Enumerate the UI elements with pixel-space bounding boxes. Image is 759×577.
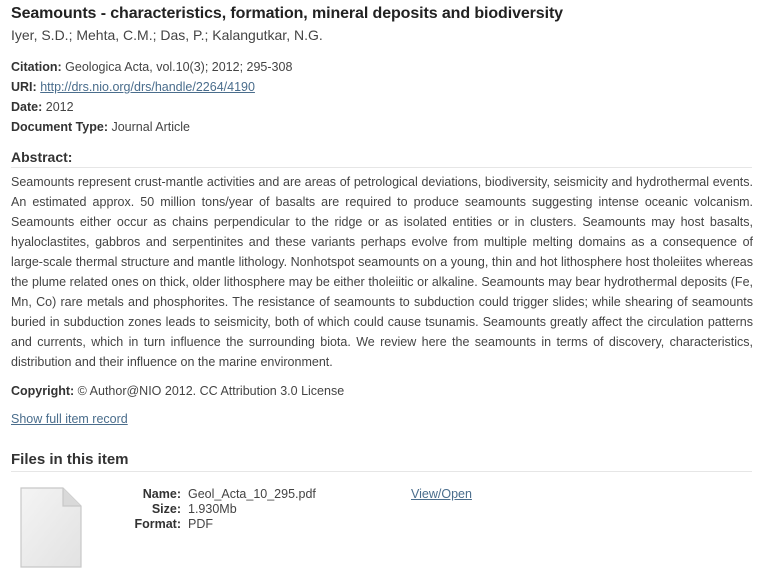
file-name-label: Name: <box>142 487 181 501</box>
doctype-value: Journal Article <box>111 120 190 134</box>
copyright-field <box>11 384 344 398</box>
item-authors: Iyer, S.D.; Mehta, C.M.; Das, P.; Kalangutkar, N.G. <box>11 27 323 43</box>
doctype-field <box>11 120 190 134</box>
view-open-link[interactable]: View/Open <box>411 487 472 501</box>
document-icon <box>19 487 83 569</box>
file-format-value: PDF <box>188 517 213 531</box>
date-value: 2012 <box>45 100 74 114</box>
show-full-record-link[interactable]: Show full item record <box>11 412 128 426</box>
file-format-label: Format: <box>134 517 181 531</box>
file-size-label: Size: <box>151 502 181 516</box>
file-size-value: 1.930Mb <box>188 502 237 516</box>
file-name-value: Geol_Acta_10_295.pdf <box>188 487 316 501</box>
uri-link[interactable]: http://drs.nio.org/drs/handle/2264/4190 <box>40 80 255 94</box>
date-label: Date: <box>11 100 43 114</box>
abstract-heading: Abstract: <box>11 149 752 168</box>
doctype-label: Document Type: <box>11 120 108 134</box>
copyright-value: © Author@NIO 2012. CC Attribution 3.0 License <box>77 384 345 398</box>
date-field <box>11 100 74 114</box>
abstract-text: Seamounts represent crust-mantle activities and are areas of petrological deviations, biodiversity, seismicity and hydrothermal events. An estimated approx. 50 million tons/year of basalts are required to produce seamounts suggesting intense oceanic volcanism. Seamounts either occur as chains perpendicular to the ridge or as isolated entities or in clusters. Seamounts may host basalts, hyaloclastites, gabbros and serpentinites and these variants perhaps evolve from multiple melting domains as a consequence of large-scale thermal structure and mantle lithology. Nonhotspot seamounts on a young, thin and hot lithosphere host tholeiites whereas the plume related ones on thick, older lithosphere may be either tholeiitic or alkaline. Seamounts may bear hydrothermal deposits (Fe, Mn, Co) rare metals and phosphorites. The resistance of seamounts to subduction could trigger slides; while shearing of seamounts buried in subduction zones leads to seismicity, both of which could cause tsunamis. Seamounts greatly affect the circulation patterns and currents, which in turn influence the surrounding biota. We review here the seamounts in terms of discovery, characteristics, distribution and their influence on the marine environment. <box>11 175 753 369</box>
citation-value: Geologica Acta, vol.10(3); 2012; 295-308 <box>65 60 293 74</box>
files-heading: Files in this item <box>11 451 752 472</box>
file-thumbnail[interactable] <box>19 487 83 569</box>
citation-label: Citation: <box>11 60 62 74</box>
uri-field <box>11 80 255 94</box>
copyright-label: Copyright: <box>11 384 75 398</box>
item-title: Seamounts - characteristics, formation, mineral deposits and biodiversity <box>11 5 563 22</box>
citation-field <box>11 60 292 74</box>
uri-label: URI: <box>11 80 37 94</box>
